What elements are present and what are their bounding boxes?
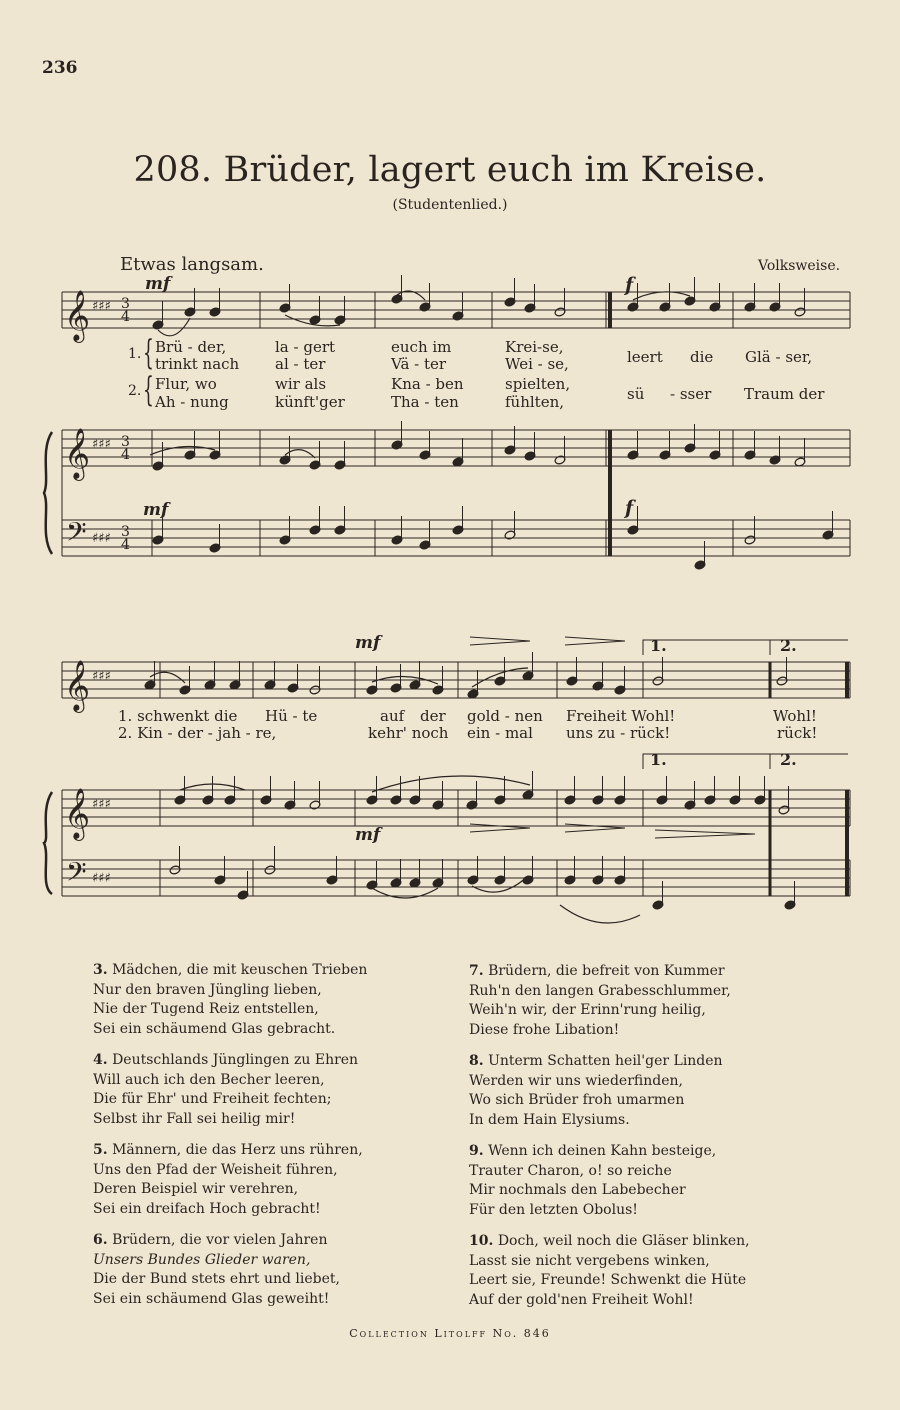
lyric: fühlten, bbox=[505, 393, 565, 411]
volta-1-piano: 1. bbox=[650, 750, 667, 769]
lyric: Ah - nung bbox=[155, 393, 229, 411]
lyric: leert bbox=[627, 348, 663, 366]
treble-clef-icon: 𝄞 bbox=[64, 660, 91, 711]
volta-2-piano: 2. bbox=[780, 750, 797, 769]
crescendo bbox=[470, 824, 530, 832]
lyric: 2. Kin - der - jah - re, bbox=[118, 724, 277, 742]
time-sig: 4 bbox=[121, 537, 130, 553]
stanza: 8. Unterm Schatten heil'ger Linden Werden wir uns wiederfinden, Wo sich Brüder froh umarmen In dem Hain Elysiums. bbox=[469, 1053, 723, 1128]
key-signature: ♯♯♯ bbox=[92, 299, 111, 314]
piano-bass-staff-1 bbox=[62, 520, 850, 556]
lyric: Hü - te bbox=[265, 707, 318, 725]
decrescendo bbox=[565, 824, 625, 832]
volta-2-voice: 2. bbox=[780, 636, 797, 655]
lyric: rück! bbox=[777, 724, 818, 742]
lyric: Krei-se, bbox=[505, 338, 564, 356]
lyric: der bbox=[420, 707, 446, 725]
treble-clef-icon: 𝄞 bbox=[64, 290, 91, 341]
bass-clef-icon: 𝄢 bbox=[66, 856, 87, 894]
lyric: uns zu - rück! bbox=[566, 724, 671, 742]
treble-clef-icon: 𝄞 bbox=[64, 428, 91, 479]
lyric: sü bbox=[627, 385, 645, 403]
dynamic-mf-piano-2: mf bbox=[355, 825, 381, 845]
brace bbox=[44, 432, 52, 554]
stanza: 6. Brüdern, die vor vielen Jahren Unsers Bundes Glieder waren, Die der Bund stets ehrt und liebet, Sei ein schäumend Glas geweiht! bbox=[93, 1232, 340, 1307]
brace bbox=[44, 792, 52, 894]
bass-clef-icon: 𝄢 bbox=[66, 516, 87, 554]
time-sig: 3 bbox=[121, 296, 130, 312]
lyric: kehr' noch bbox=[368, 724, 449, 742]
verse2-brace: { bbox=[143, 370, 154, 410]
dynamic-mf-voice-1: mf bbox=[145, 274, 171, 294]
decrescendo bbox=[655, 830, 755, 838]
volta-1-voice: 1. bbox=[650, 636, 667, 655]
lyric: 1. schwenkt die bbox=[118, 707, 238, 725]
song-title: 208. Brüder, lagert euch im Kreise. bbox=[133, 150, 767, 190]
key-signature: ♯♯♯ bbox=[92, 797, 111, 812]
stanza: 5. Männern, die das Herz uns rühren, Uns den Pfad der Weisheit führen, Deren Beispiel wir verehren, Sei ein dreifach Hoch gebracht! bbox=[93, 1142, 363, 1217]
footer: Collection Litolff No. 846 bbox=[349, 1327, 551, 1340]
page-number: 236 bbox=[42, 58, 78, 78]
stanza: 4. Deutschlands Jünglingen zu Ehren Will auch ich den Becher leeren, Die für Ehr' und Freiheit fechten; Selbst ihr Fall sei heilig mir! bbox=[93, 1052, 359, 1127]
stanza-column-left bbox=[93, 961, 367, 1309]
key-signature: ♯♯♯ bbox=[92, 531, 111, 546]
piano-treble-staff-2 bbox=[62, 790, 850, 826]
stanza: 3. Mädchen, die mit keuschen Trieben Nur den braven Jüngling lieben, Nie der Tugend Reiz entstellen, Sei ein schäumend Glas gebracht. bbox=[93, 962, 368, 1037]
lyric: Brü - der, bbox=[155, 338, 227, 356]
lyric: gold - nen bbox=[467, 707, 543, 725]
verse1-number: 1. bbox=[128, 346, 142, 362]
crescendo bbox=[470, 637, 530, 645]
voice-staff-1 bbox=[62, 292, 850, 328]
stanza-column-right bbox=[469, 962, 750, 1310]
lyric: wir als bbox=[275, 375, 327, 393]
time-sig: 4 bbox=[121, 309, 130, 325]
decrescendo bbox=[565, 637, 625, 645]
key-signature: ♯♯♯ bbox=[92, 871, 111, 886]
lyric: - sser bbox=[670, 385, 712, 403]
stanza: 7. Brüdern, die befreit von Kummer Ruh'n den langen Grabesschlummer, Weih'n wir, der Erinn'rung heilig, Diese frohe Libation! bbox=[469, 963, 731, 1038]
lyric: Freiheit Wohl! bbox=[566, 707, 676, 725]
slur bbox=[150, 672, 185, 683]
lyric: trinkt nach bbox=[155, 355, 240, 373]
lyric: al - ter bbox=[275, 355, 326, 373]
stanza: 10. Doch, weil noch die Gläser blinken, Lasst sie nicht vergebens winken, Leert sie, Freunde! Schwenkt die Hüte Auf der gold'nen Freiheit Wohl! bbox=[469, 1233, 750, 1308]
stanza: 9. Wenn ich deinen Kahn besteige, Trauter Charon, o! so reiche Mir nochmals den Labebecher Für den letzten Obolus! bbox=[469, 1143, 717, 1218]
lyric: künft'ger bbox=[275, 393, 345, 411]
treble-clef-icon: 𝄞 bbox=[64, 788, 91, 839]
slur bbox=[560, 905, 640, 923]
lyric: Flur, wo bbox=[155, 375, 217, 393]
tempo-marking: Etwas langsam. bbox=[120, 254, 264, 275]
key-signature: ♯♯♯ bbox=[92, 437, 111, 452]
lyric: die bbox=[690, 348, 714, 366]
piano-bass-staff-2 bbox=[62, 860, 850, 896]
attribution: Volksweise. bbox=[758, 258, 841, 274]
lyric: Vä - ter bbox=[391, 355, 447, 373]
lyric: euch im bbox=[391, 338, 452, 356]
lyric: Traum der bbox=[744, 385, 825, 403]
lyric: ein - mal bbox=[467, 724, 533, 742]
dynamic-mf-piano-1: mf bbox=[143, 500, 169, 520]
lyric: Wohl! bbox=[773, 707, 817, 725]
verse2-number: 2. bbox=[128, 383, 142, 399]
time-sig: 4 bbox=[121, 447, 130, 463]
lyric: auf bbox=[380, 707, 405, 725]
lyric: spielten, bbox=[505, 375, 571, 393]
lyric: la - gert bbox=[275, 338, 336, 356]
lyric: Wei - se, bbox=[505, 355, 569, 373]
lyric: Tha - ten bbox=[391, 393, 459, 411]
lyric: Glä - ser, bbox=[745, 348, 813, 366]
key-signature: ♯♯♯ bbox=[92, 669, 111, 684]
dynamic-mf-voice-2: mf bbox=[355, 633, 381, 653]
lyric: Kna - ben bbox=[391, 375, 464, 393]
dynamic-f-voice-1: f bbox=[625, 274, 634, 296]
slur bbox=[633, 292, 690, 300]
verse1-brace: { bbox=[143, 333, 154, 373]
time-sig: 3 bbox=[121, 434, 130, 450]
time-sig: 3 bbox=[121, 524, 130, 540]
dynamic-f-piano-1: f bbox=[625, 497, 634, 519]
song-subtitle: (Studentenlied.) bbox=[392, 197, 508, 213]
